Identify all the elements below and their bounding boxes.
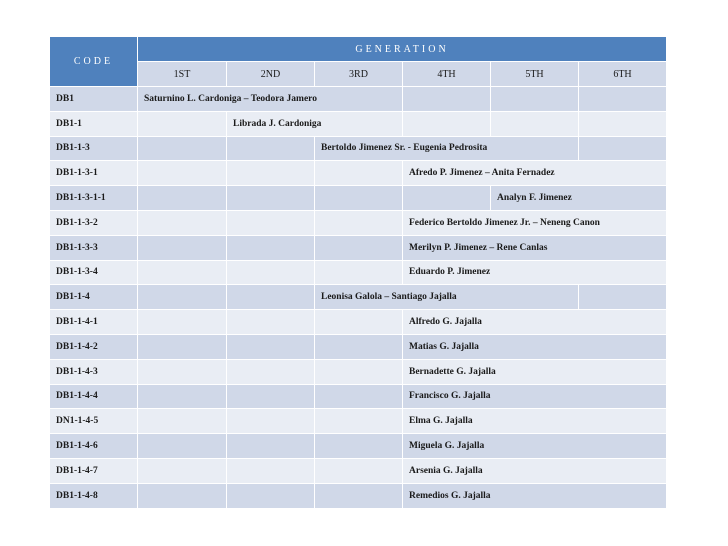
empty-cell <box>138 186 227 211</box>
empty-cell <box>315 409 403 434</box>
empty-cell <box>315 260 403 285</box>
row-person-name: Elma G. Jajalla <box>403 409 667 434</box>
row-code: DB1-1-4-4 <box>50 384 138 409</box>
table-row <box>50 235 667 260</box>
empty-cell <box>227 310 315 335</box>
empty-cell <box>138 285 227 310</box>
empty-cell <box>579 111 667 136</box>
empty-cell <box>491 111 579 136</box>
empty-cell <box>315 384 403 409</box>
table-row <box>50 409 667 434</box>
row-person-name: Analyn F. Jimenez <box>491 186 667 211</box>
row-person-name: Alfredo G. Jajalla <box>403 310 667 335</box>
header-row-generation <box>50 37 667 62</box>
row-code: DB1 <box>50 87 138 112</box>
row-person-name: Matias G. Jajalla <box>403 334 667 359</box>
table-row <box>50 161 667 186</box>
generation-header: GENERATION <box>138 37 667 62</box>
empty-cell <box>138 235 227 260</box>
row-code: DB1-1-4-7 <box>50 458 138 483</box>
empty-cell <box>227 483 315 508</box>
row-code: DB1-1-3 <box>50 136 138 161</box>
row-code: DB1-1-4 <box>50 285 138 310</box>
table-row <box>50 310 667 335</box>
generation-1st-header: 1ST <box>138 62 227 87</box>
table-row <box>50 210 667 235</box>
row-person-name: Librada J. Cardoniga <box>227 111 403 136</box>
header-row-generations <box>50 62 667 87</box>
table-row <box>50 458 667 483</box>
empty-cell <box>315 334 403 359</box>
empty-cell <box>138 334 227 359</box>
table-row <box>50 384 667 409</box>
table-row <box>50 111 667 136</box>
empty-cell <box>315 310 403 335</box>
empty-cell <box>138 434 227 459</box>
empty-cell <box>491 87 579 112</box>
row-code: DB1-1 <box>50 111 138 136</box>
empty-cell <box>315 483 403 508</box>
table-row <box>50 334 667 359</box>
table-row <box>50 483 667 508</box>
table-row <box>50 186 667 211</box>
empty-cell <box>138 384 227 409</box>
empty-cell <box>227 186 315 211</box>
code-header: CODE <box>50 37 138 87</box>
empty-cell <box>315 186 403 211</box>
empty-cell <box>403 111 491 136</box>
table-row <box>50 434 667 459</box>
empty-cell <box>227 235 315 260</box>
row-person-name: Bernadette G. Jajalla <box>403 359 667 384</box>
generation-5th-header: 5TH <box>491 62 579 87</box>
generation-3rd-header: 3RD <box>315 62 403 87</box>
empty-cell <box>227 359 315 384</box>
row-code: DB1-1-4-6 <box>50 434 138 459</box>
empty-cell <box>138 210 227 235</box>
empty-cell <box>315 359 403 384</box>
empty-cell <box>138 260 227 285</box>
row-code: DB1-1-3-1 <box>50 161 138 186</box>
empty-cell <box>138 310 227 335</box>
empty-cell <box>227 458 315 483</box>
empty-cell <box>227 161 315 186</box>
row-person-name: Leonisa Galola – Santiago Jajalla <box>315 285 579 310</box>
row-code: DB1-1-4-8 <box>50 483 138 508</box>
row-code: DB1-1-3-1-1 <box>50 186 138 211</box>
row-code: DB1-1-4-1 <box>50 310 138 335</box>
empty-cell <box>227 334 315 359</box>
empty-cell <box>315 210 403 235</box>
row-code: DB1-1-4-2 <box>50 334 138 359</box>
generation-6th-header: 6TH <box>579 62 667 87</box>
table-row <box>50 359 667 384</box>
table-row <box>50 260 667 285</box>
generation-2nd-header: 2ND <box>227 62 315 87</box>
empty-cell <box>227 260 315 285</box>
row-person-name: Merilyn P. Jimenez – Rene Canlas <box>403 235 667 260</box>
row-person-name: Saturnino L. Cardoniga – Teodora Jamero <box>138 87 403 112</box>
empty-cell <box>138 409 227 434</box>
empty-cell <box>403 186 491 211</box>
generation-4th-header: 4TH <box>403 62 491 87</box>
row-person-name: Arsenia G. Jajalla <box>403 458 667 483</box>
empty-cell <box>227 384 315 409</box>
empty-cell <box>579 87 667 112</box>
row-person-name: Federico Bertoldo Jimenez Jr. – Neneng Canon <box>403 210 667 235</box>
empty-cell <box>403 87 491 112</box>
empty-cell <box>138 111 227 136</box>
generation-table <box>49 36 667 509</box>
empty-cell <box>138 136 227 161</box>
table-row <box>50 87 667 112</box>
empty-cell <box>315 458 403 483</box>
empty-cell <box>138 483 227 508</box>
empty-cell <box>227 210 315 235</box>
row-person-name: Miguela G. Jajalla <box>403 434 667 459</box>
row-code: DB1-1-3-3 <box>50 235 138 260</box>
row-person-name: Bertoldo Jimenez Sr. - Eugenia Pedrosita <box>315 136 579 161</box>
empty-cell <box>315 161 403 186</box>
empty-cell <box>138 458 227 483</box>
row-person-name: Eduardo P. Jimenez <box>403 260 667 285</box>
empty-cell <box>315 434 403 459</box>
empty-cell <box>138 359 227 384</box>
table-row <box>50 285 667 310</box>
empty-cell <box>227 409 315 434</box>
row-person-name: Francisco G. Jajalla <box>403 384 667 409</box>
row-code: DN1-1-4-5 <box>50 409 138 434</box>
row-code: DB1-1-3-4 <box>50 260 138 285</box>
row-person-name: Afredo P. Jimenez – Anita Fernadez <box>403 161 667 186</box>
empty-cell <box>227 285 315 310</box>
row-code: DB1-1-3-2 <box>50 210 138 235</box>
empty-cell <box>579 285 667 310</box>
row-person-name: Remedios G. Jajalla <box>403 483 667 508</box>
table-row <box>50 136 667 161</box>
empty-cell <box>315 235 403 260</box>
empty-cell <box>138 161 227 186</box>
table-body <box>50 87 667 509</box>
row-code: DB1-1-4-3 <box>50 359 138 384</box>
empty-cell <box>227 136 315 161</box>
empty-cell <box>227 434 315 459</box>
empty-cell <box>579 136 667 161</box>
